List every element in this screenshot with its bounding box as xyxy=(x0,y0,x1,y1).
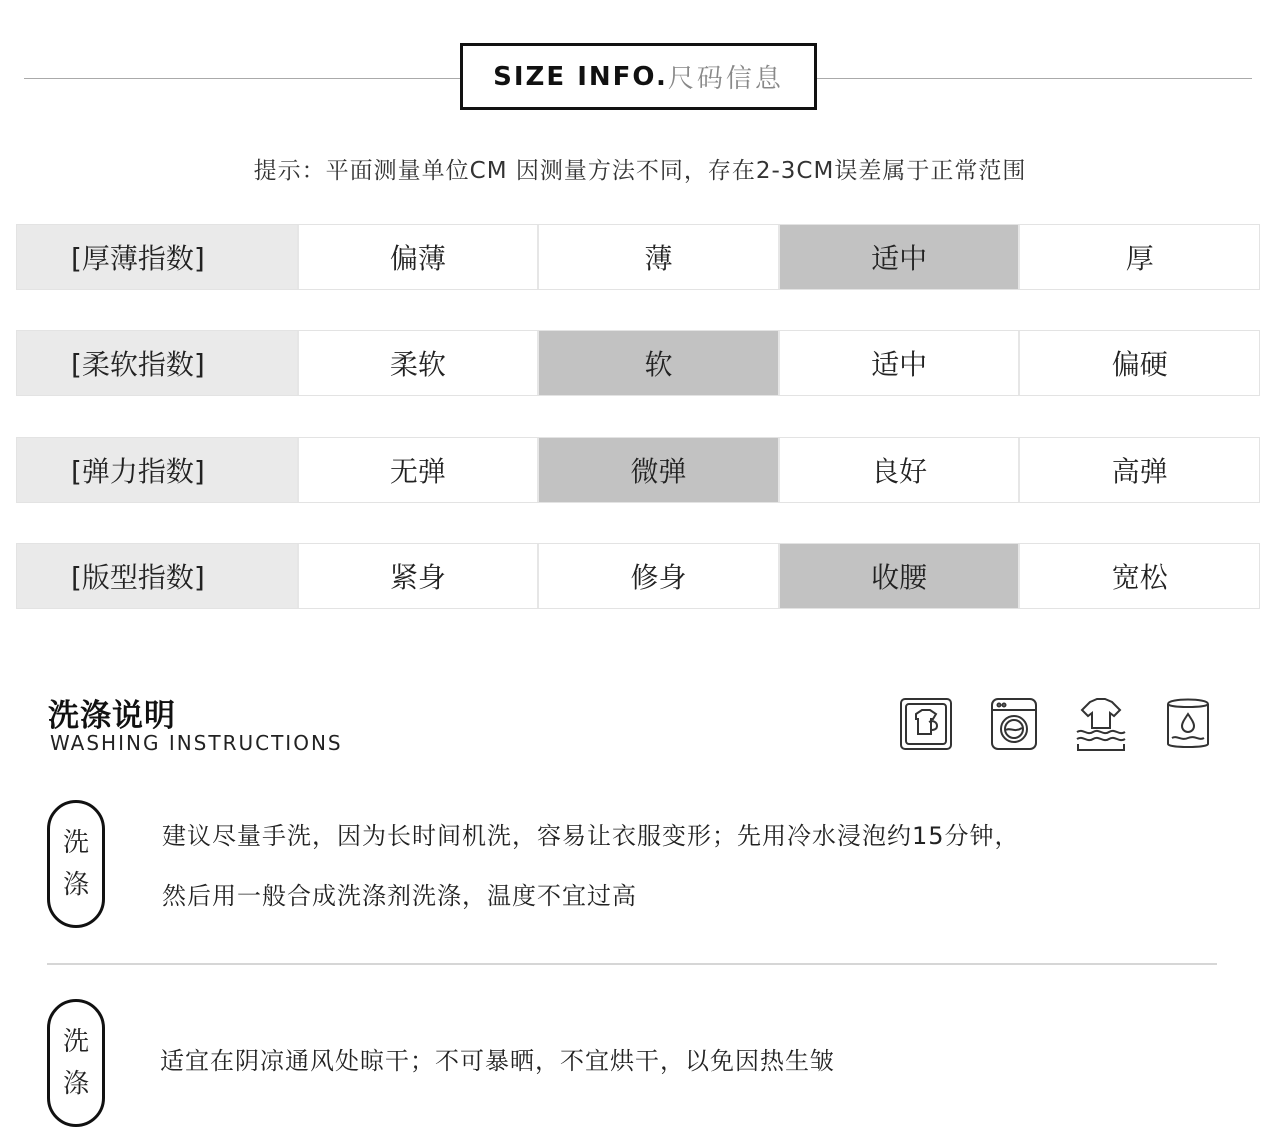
index-option: 高弹 xyxy=(1018,438,1259,502)
index-label: [柔软指数] xyxy=(17,331,297,395)
index-option: 宽松 xyxy=(1018,544,1259,608)
measurement-tip: 提示：平面测量单位CM 因测量方法不同，存在2-3CM误差属于正常范围 xyxy=(253,158,1027,184)
wash-instruction-line: 然后用一般合成洗涤剂洗涤，温度不宜过高 xyxy=(162,882,637,910)
index-option: 无弹 xyxy=(297,438,538,502)
water-drop-bucket-icon xyxy=(1162,696,1216,752)
index-option: 偏硬 xyxy=(1018,331,1259,395)
wash-badge-char: 涤 xyxy=(62,870,89,900)
size-info-header xyxy=(24,43,1252,111)
index-option: 厚 xyxy=(1018,225,1259,289)
wash-instruction-line: 建议尽量手洗，因为长时间机洗，容易让衣服变形；先用冷水浸泡约15分钟， xyxy=(162,822,1020,850)
index-row-softness xyxy=(16,330,1260,396)
index-option: 紧身 xyxy=(297,544,538,608)
dry-instruction-text xyxy=(160,1031,835,1091)
index-row-fit xyxy=(16,543,1260,609)
index-option-selected: 微弹 xyxy=(537,438,778,502)
section-divider xyxy=(47,963,1217,965)
index-option: 柔软 xyxy=(297,331,538,395)
size-info-title-box xyxy=(460,43,817,110)
index-option: 薄 xyxy=(537,225,778,289)
index-option-selected: 软 xyxy=(537,331,778,395)
dry-badge xyxy=(47,999,105,1127)
index-option-selected: 收腰 xyxy=(778,544,1019,608)
index-option: 偏薄 xyxy=(297,225,538,289)
dry-instruction-line: 适宜在阴凉通风处晾干；不可暴晒，不宜烘干，以免因热生皱 xyxy=(160,1047,835,1075)
wash-badge-char: 洗 xyxy=(62,1027,89,1057)
hand-wash-icon xyxy=(899,696,953,752)
index-label: [版型指数] xyxy=(17,544,297,608)
index-option: 修身 xyxy=(537,544,778,608)
shirt-water-icon xyxy=(1074,696,1128,752)
wash-badge-char: 涤 xyxy=(62,1069,89,1099)
size-info-title-en: SIZE INFO. xyxy=(493,61,668,92)
index-option: 适中 xyxy=(778,331,1019,395)
washing-title: 洗涤说明 xyxy=(48,698,176,734)
wash-instruction-text xyxy=(162,806,1020,926)
wash-badge-char: 洗 xyxy=(62,828,89,858)
index-label: [厚薄指数] xyxy=(17,225,297,289)
wash-badge xyxy=(47,800,105,928)
washing-machine-icon xyxy=(988,696,1042,752)
index-label: [弹力指数] xyxy=(17,438,297,502)
index-option: 良好 xyxy=(778,438,1019,502)
index-option-selected: 适中 xyxy=(778,225,1019,289)
washing-subtitle: WASHING INSTRUCTIONS xyxy=(50,731,343,755)
index-row-elasticity xyxy=(16,437,1260,503)
index-row-thickness xyxy=(16,224,1260,290)
size-info-title-cn: 尺码信息 xyxy=(667,64,784,94)
